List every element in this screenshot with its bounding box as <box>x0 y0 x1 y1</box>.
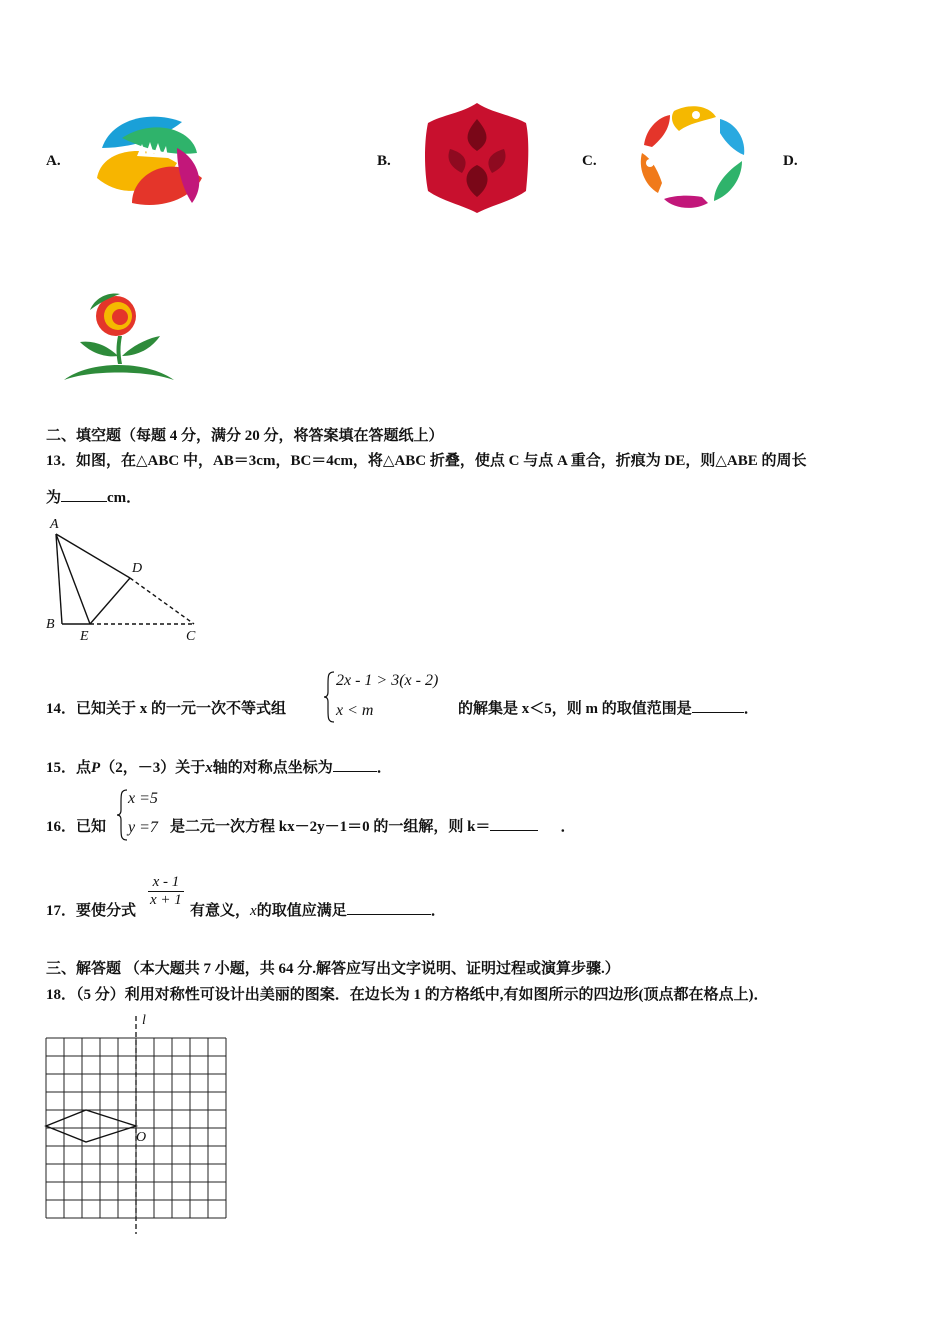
q16-prefix: 16．已知 <box>46 819 107 835</box>
q14-inequality-2: x < m <box>336 702 374 719</box>
q15-prefix: 15．点 <box>46 760 92 776</box>
q14-suffix: 的解集是 x＜5，则 m 的取值范围是 <box>458 701 692 717</box>
q17-fraction <box>148 874 184 909</box>
q13-answer-blank <box>61 487 107 502</box>
sprout-logo-icon <box>60 290 178 384</box>
q13-label-a: A <box>50 517 59 532</box>
q16-end: ． <box>560 819 576 835</box>
q13-label-c: C <box>186 629 196 644</box>
q15-end: ． <box>376 760 392 776</box>
q13-line1: 13．如图，在△ABC 中，AB＝3cm，BC＝4cm，将△ABC 折叠，使点 C 与点 A 重合，折痕为 DE，则△ABE 的周长 <box>46 453 807 469</box>
option-c-label: C. <box>582 153 597 169</box>
multicolor-petal-logo-icon <box>92 108 212 212</box>
q14-end: ． <box>743 701 759 717</box>
q15-axis: x <box>205 760 213 776</box>
q17-denominator: x + 1 <box>150 892 182 908</box>
q17-suffix: 的取值应满足 <box>256 903 347 919</box>
q15-suffix: 轴的对称点坐标为 <box>212 760 333 776</box>
section-2-title: 二、填空题（每题 4 分，满分 20 分，将答案填在答题纸上） <box>46 428 444 444</box>
q18-grid-figure <box>40 1010 236 1238</box>
q16-equation-1: x =5 <box>128 790 158 807</box>
q13-triangle-figure <box>40 512 210 644</box>
q16-brace <box>115 788 129 842</box>
option-b-label: B. <box>377 153 391 169</box>
q15-middle: （2，－3）关于 <box>100 760 206 776</box>
red-rose-logo-icon <box>422 101 532 215</box>
q14-inequality-1: 2x - 1 > 3(x - 2) <box>336 672 439 689</box>
q15-point: P <box>91 760 101 776</box>
q17-var: x <box>250 903 257 919</box>
q16-tail <box>170 815 575 836</box>
q17-tail <box>190 899 446 920</box>
q15-answer-blank <box>333 757 377 772</box>
q13-prefix: 为 <box>46 490 62 506</box>
q18-origin-label: O <box>136 1130 147 1145</box>
option-d-label: D. <box>783 153 798 169</box>
q16-answer-blank <box>490 816 538 831</box>
q17-middle: 有意义， <box>190 903 251 919</box>
droplet-ring-logo-icon <box>634 103 750 213</box>
q16-suffix: 是二元一次方程 kx－2y－1＝0 的一组解，则 k＝ <box>170 819 491 835</box>
q13-label-b: B <box>46 617 55 632</box>
q18-line-label: l <box>142 1013 146 1028</box>
option-a-label: A. <box>46 153 61 169</box>
q17-answer-blank <box>347 900 431 915</box>
q17-end: ． <box>430 903 446 919</box>
q14-brace <box>322 670 336 724</box>
q13-label-d: D <box>132 561 143 576</box>
q14-answer-blank <box>692 698 744 713</box>
q13-line2 <box>46 486 141 507</box>
q14-prefix: 14．已知关于 x 的一元一次不等式组 <box>46 701 287 717</box>
q14-tail <box>458 697 759 718</box>
q13-suffix: cm． <box>107 490 142 506</box>
q16-equation-2: y =7 <box>128 819 158 836</box>
q15-line <box>46 756 392 777</box>
q17-prefix: 17．要使分式 <box>46 903 137 919</box>
q13-label-e: E <box>80 629 89 644</box>
q17-numerator: x - 1 <box>148 874 184 892</box>
q18-text: 18．（5 分）利用对称性可设计出美丽的图案．在边长为 1 的方格纸中,有如图所示的四边形(顶点都在格点上)． <box>46 987 769 1003</box>
section-3-title: 三、解答题 （本大题共 7 小题，共 64 分.解答应写出文字说明、证明过程或演算步骤.） <box>46 961 620 977</box>
